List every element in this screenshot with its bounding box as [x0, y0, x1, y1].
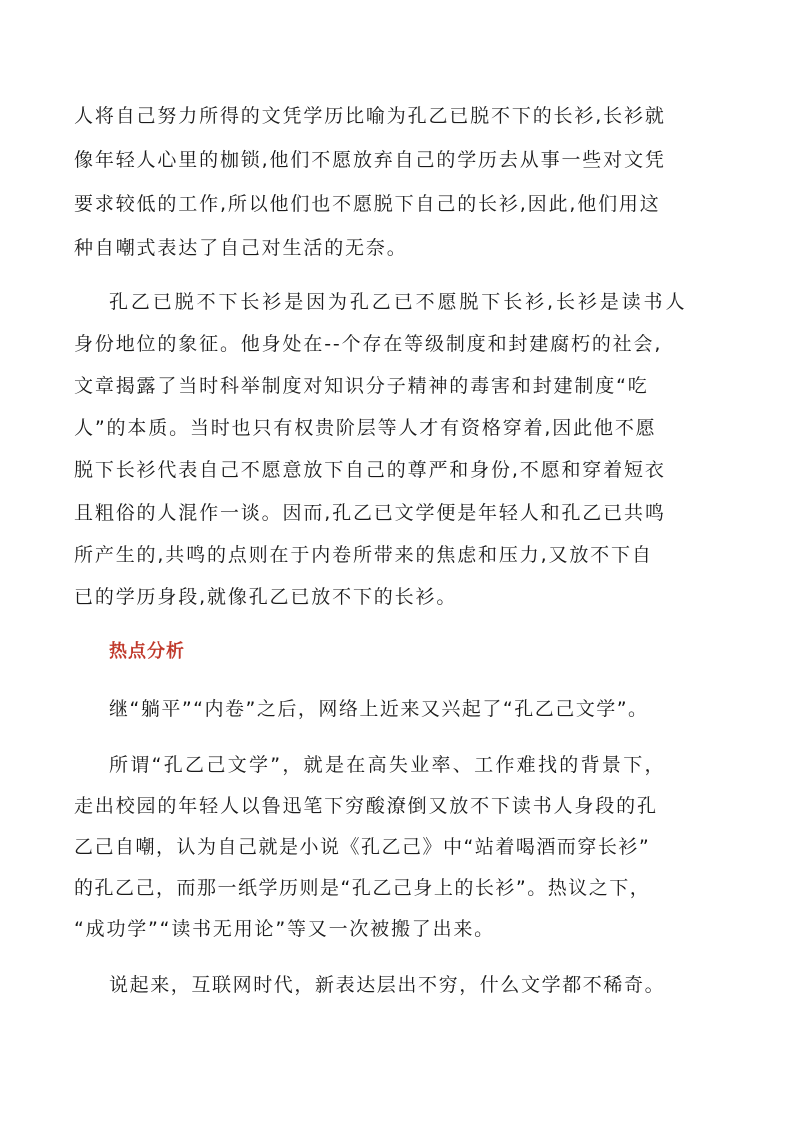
paragraph-4-line-3: 乙己自嘲，认为自己就是小说《孔乙己》中“站着喝酒而穿长衫”	[74, 836, 651, 858]
section-heading: 热点分析	[109, 641, 185, 662]
paragraph-4-line-1: 所谓“孔乙己文学”，就是在高失业率、工作难找的背景下，	[109, 754, 666, 776]
paragraph-1-line-2: 像年轻人心里的枷锁,他们不愿放弃自己的学历去从事一些对文凭	[74, 149, 666, 171]
paragraph-4-line-4: 的孔乙己，而那一纸学历则是“孔乙己身上的长衫”。热议之下，	[74, 877, 651, 899]
paragraph-1-line-3: 要求较低的工作,所以他们也不愿脱下自己的长衫,因此,他们用这	[74, 193, 661, 215]
paragraph-2-line-8: 已的学历身段,就像孔乙已放不下的长衫。	[74, 586, 458, 608]
paragraph-4-line-5: “成功学”“读书无用论”等又一次被搬了出来。	[74, 918, 495, 940]
paragraph-3-line-1: 继“躺平”“内卷”之后，网络上近来又兴起了“孔乙己文学”。	[109, 698, 649, 720]
paragraph-2-line-1: 孔乙已脱不下长衫是因为孔乙已不愿脱下长衫,长衫是读书人	[109, 291, 688, 313]
paragraph-5-line-1: 说起来，互联网时代，新表达层出不穷，什么文学都不稀奇。	[109, 974, 666, 996]
paragraph-2-line-2: 身份地位的象征。他身处在--个存在等级制度和封建腐朽的社会,	[74, 333, 663, 355]
paragraph-2-line-6: 且粗俗的人混作一谈。因而,孔乙已文学便是年轻人和孔乙已共鸣	[74, 502, 666, 524]
paragraph-4-line-2: 走出校园的年轻人以鲁迅笔下穷酸潦倒又放不下读书人身段的孔	[74, 795, 658, 817]
paragraph-1-line-1: 人将自己努力所得的文凭学历比喻为孔乙已脱不下的长衫,长衫就	[74, 105, 666, 127]
paragraph-2-line-5: 脱下长衫代表自己不愿意放下自己的尊严和身份,不愿和穿着短衣	[74, 459, 666, 481]
paragraph-2-line-7: 所产生的,共鸣的点则在于内卷所带来的焦虑和压力,又放不下自	[74, 544, 653, 566]
paragraph-1-line-4: 种自嘲式表达了自己对生活的无奈。	[74, 237, 408, 259]
paragraph-2-line-3: 文章揭露了当时科举制度对知识分子精神的毒害和封建制度“吃	[74, 375, 649, 397]
paragraph-2-line-4: 人”的本质。当时也只有权贵阶层等人才有资格穿着,因此他不愿	[74, 417, 657, 439]
